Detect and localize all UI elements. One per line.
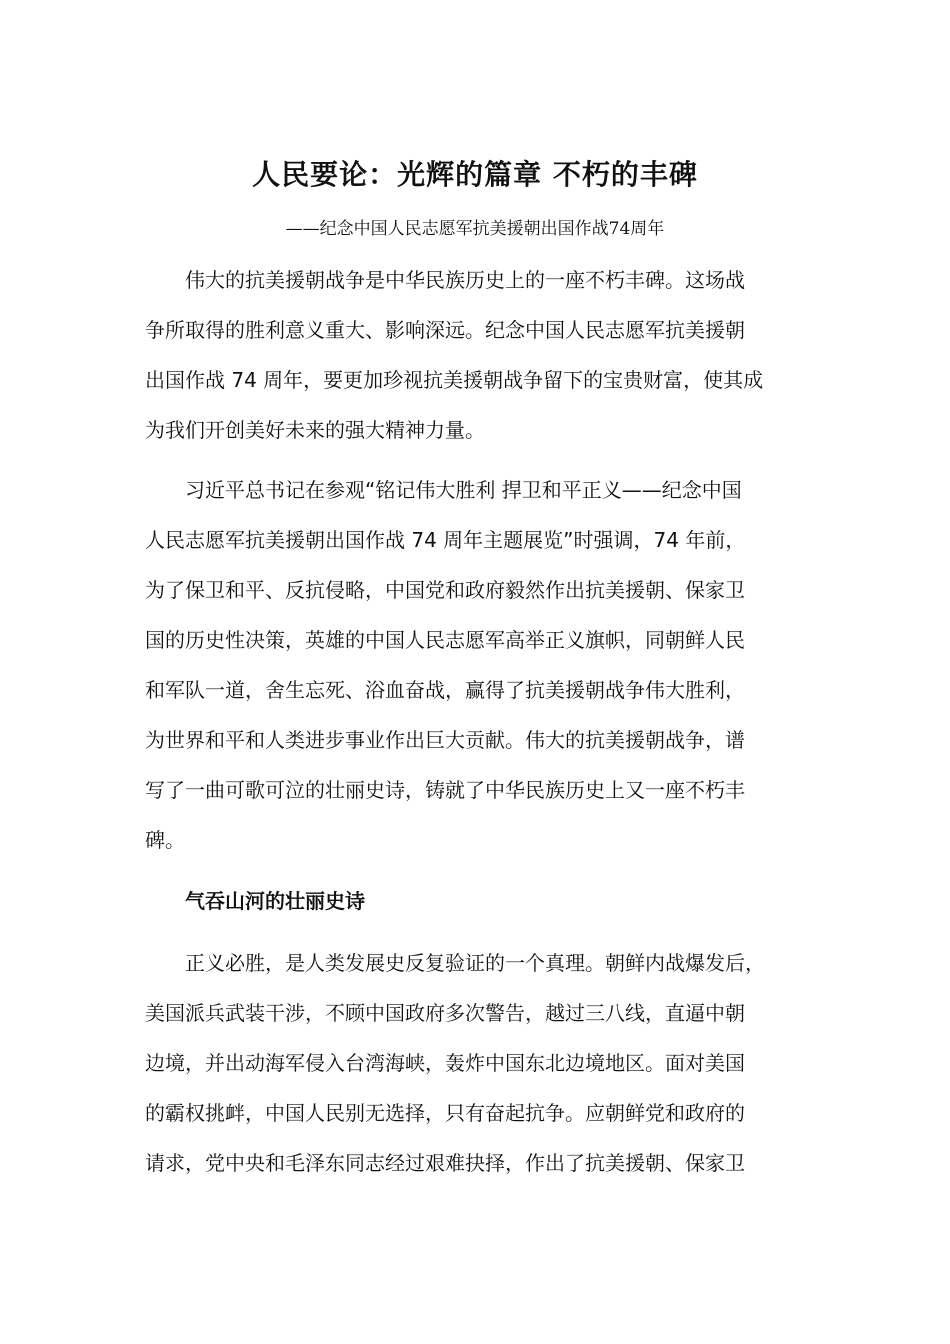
paragraph-line: 为我们开创美好未来的强大精神力量。 (145, 418, 485, 442)
paragraph-line: 为了保卫和平、反抗侵略，中国党和政府毅然作出抗美援朝、保家卫 (145, 578, 745, 602)
page-subtitle: ——纪念中国人民志愿军抗美援朝出国作战74周年 (285, 219, 665, 239)
paragraph-line: 为世界和平和人类进步事业作出巨大贡献。伟大的抗美援朝战争，谱 (145, 728, 745, 752)
paragraph-line: 习近平总书记在参观“铭记伟大胜利 捍卫和平正义——纪念中国 (185, 478, 742, 502)
paragraph-line: 边境，并出动海军侵入台湾海峡，轰炸中国东北边境地区。面对美国 (145, 1051, 745, 1075)
paragraph-line: 人民志愿军抗美援朝出国作战 74 周年主题展览”时强调，74 年前， (145, 528, 746, 552)
paragraph-line: 国的历史性决策，英雄的中国人民志愿军高举正义旗帜，同朝鲜人民 (145, 628, 745, 652)
paragraph-line: 的霸权挑衅，中国人民别无选择，只有奋起抗争。应朝鲜党和政府的 (145, 1101, 745, 1125)
paragraph-1 (145, 255, 810, 455)
page-title: 人民要论：光辉的篇章 不朽的丰碑 (252, 158, 698, 191)
paragraph-line: 出国作战 74 周年，要更加珍视抗美援朝战争留下的宝贵财富，使其成 (145, 368, 764, 392)
paragraph-line: 和军队一道，舍生忘死、浴血奋战，赢得了抗美援朝战争伟大胜利， (145, 678, 745, 702)
paragraph-2 (145, 465, 810, 865)
section-heading: 气吞山河的壮丽史诗 (185, 889, 365, 913)
paragraph-3 (145, 938, 810, 1188)
paragraph-line: 争所取得的胜利意义重大、影响深远。纪念中国人民志愿军抗美援朝 (145, 318, 745, 342)
paragraph-line: 请求，党中央和毛泽东同志经过艰难抉择，作出了抗美援朝、保家卫 (145, 1151, 745, 1175)
paragraph-line: 美国派兵武装干涉，不顾中国政府多次警告，越过三八线，直逼中朝 (145, 1001, 745, 1025)
paragraph-line: 碑。 (145, 828, 185, 852)
paragraph-line: 伟大的抗美援朝战争是中华民族历史上的一座不朽丰碑。这场战 (185, 268, 745, 292)
paragraph-line: 写了一曲可歌可泣的壮丽史诗，铸就了中华民族历史上又一座不朽丰 (145, 778, 745, 802)
paragraph-line: 正义必胜，是人类发展史反复验证的一个真理。朝鲜内战爆发后， (185, 951, 765, 975)
